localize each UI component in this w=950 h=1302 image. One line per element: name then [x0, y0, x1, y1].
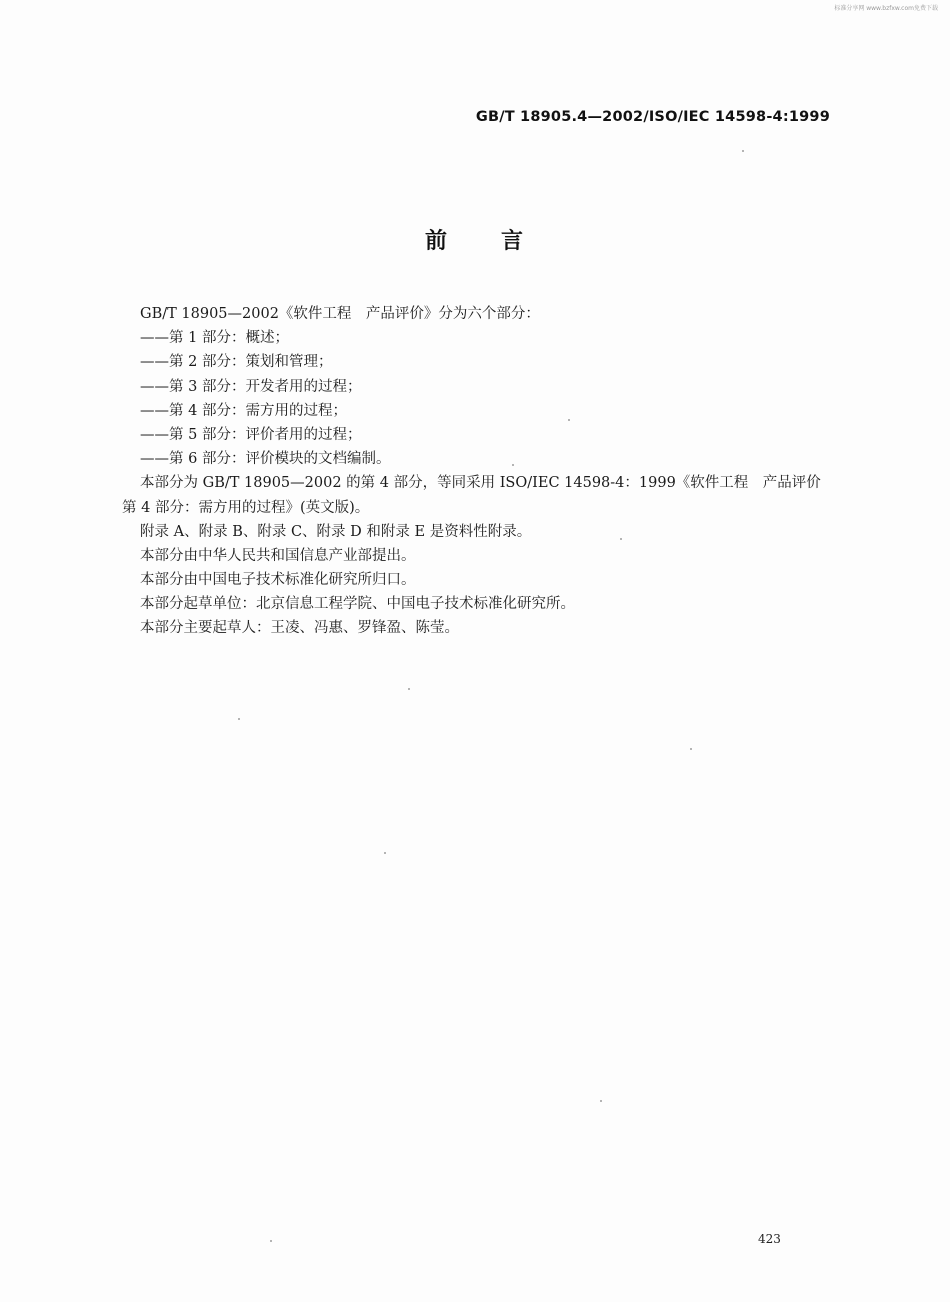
foreword-line: ——第 3 部分：开发者用的过程；	[140, 378, 362, 395]
scan-speck	[690, 748, 692, 750]
foreword-line: ——第 1 部分：概述；	[140, 330, 289, 347]
scan-speck	[238, 718, 240, 720]
scan-speck	[568, 419, 570, 421]
watermark-text: 标准分享网 www.bzfxw.com免费下载	[834, 5, 938, 12]
foreword-line: ——第 2 部分：策划和管理；	[140, 354, 333, 371]
scan-speck	[742, 150, 744, 152]
foreword-line: 本部分起草单位：北京信息工程学院、中国电子技术标准化研究所。	[140, 596, 575, 613]
foreword-line: 第 4 部分：需方用的过程》(英文版)。	[122, 499, 370, 516]
foreword-line: 本部分主要起草人：王凌、冯惠、罗锋盈、陈莹。	[140, 620, 459, 637]
foreword-line: ——第 4 部分：需方用的过程；	[140, 402, 347, 419]
page-number: 423	[758, 1232, 781, 1246]
foreword-line: 本部分由中国电子技术标准化研究所归口。	[140, 572, 416, 589]
foreword-line: GB/T 18905—2002《软件工程 产品评价》分为六个部分：	[140, 306, 540, 322]
title-char-2: 言	[501, 229, 526, 254]
foreword-line: ——第 5 部分：评价者用的过程；	[140, 426, 362, 443]
foreword-line: 本部分由中华人民共和国信息产业部提出。	[140, 547, 416, 564]
scan-speck	[600, 1100, 602, 1102]
scan-speck	[512, 464, 514, 466]
scan-speck	[408, 688, 410, 690]
scan-speck	[270, 1240, 272, 1242]
page-title	[0, 224, 950, 255]
foreword-line: 本部分为 GB/T 18905—2002 的第 4 部分，等同采用 ISO/IEC 14598-4：1999《软件工程 产品评价	[140, 475, 821, 492]
scan-speck	[384, 852, 386, 854]
standard-code: GB/T 18905.4—2002/ISO/IEC 14598-4:1999	[475, 109, 830, 125]
scan-speck	[620, 538, 622, 540]
foreword-body	[122, 302, 834, 641]
foreword-line: 附录 A、附录 B、附录 C、附录 D 和附录 E 是资料性附录。	[140, 523, 532, 540]
title-char-1: 前	[424, 229, 449, 254]
foreword-line: ——第 6 部分：评价模块的文档编制。	[140, 451, 391, 468]
